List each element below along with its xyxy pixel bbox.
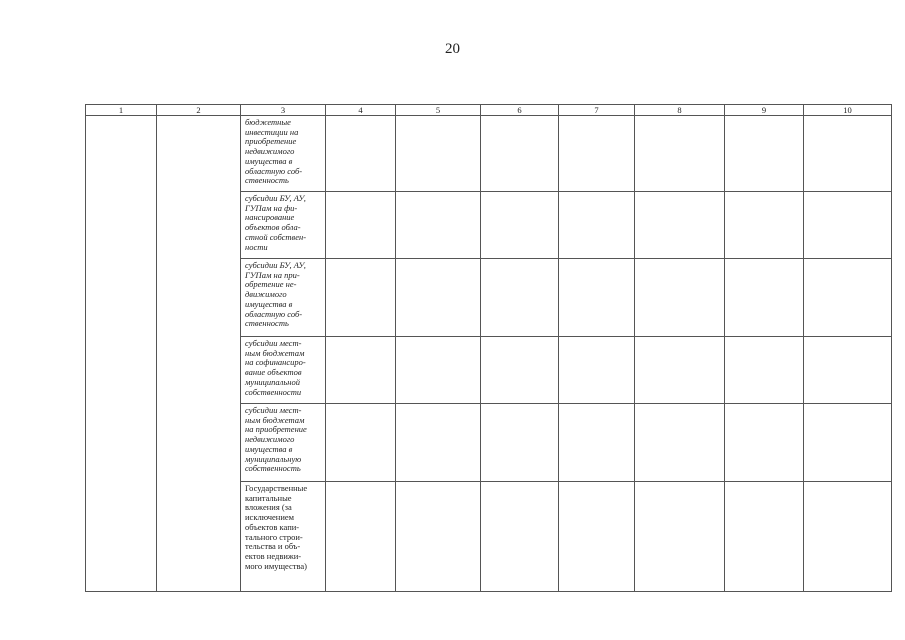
table-row — [86, 116, 892, 192]
table-cell — [559, 337, 635, 404]
row-label: субсидии мест- ным бюджетам на приобретение недвижимого имущества в муниципальную собственность — [245, 405, 307, 474]
table-cell — [635, 482, 725, 592]
table-cell — [559, 116, 635, 192]
column-header-9: 9 — [725, 105, 804, 116]
table-cell — [396, 482, 481, 592]
table-cell — [241, 337, 326, 404]
column-header-3: 3 — [241, 105, 326, 116]
table-cell — [326, 404, 396, 482]
table-cell — [241, 404, 326, 482]
column-header-8: 8 — [635, 105, 725, 116]
column-header-6: 6 — [481, 105, 559, 116]
table-cell — [481, 337, 559, 404]
table-cell — [804, 482, 892, 592]
table-cell — [559, 192, 635, 259]
table-cell — [725, 482, 804, 592]
table-cell — [241, 482, 326, 592]
table-cell — [804, 259, 892, 337]
data-table — [85, 104, 892, 592]
table-cell — [635, 259, 725, 337]
column-header-7: 7 — [559, 105, 635, 116]
table-cell — [86, 116, 157, 592]
table-cell — [396, 116, 481, 192]
column-header-4: 4 — [326, 105, 396, 116]
table-cell — [326, 259, 396, 337]
column-header-5: 5 — [396, 105, 481, 116]
table-cell — [481, 192, 559, 259]
table-cell — [804, 337, 892, 404]
table-cell — [559, 482, 635, 592]
table-cell — [635, 116, 725, 192]
row-label: Государственные капитальные вложения (за исключением объектов капи- тального строи- тельства и объ- ектов недвижи- мого имущества) — [245, 483, 308, 571]
table-cell — [481, 482, 559, 592]
table-cell — [559, 259, 635, 337]
column-header-1: 1 — [86, 105, 157, 116]
table-cell — [241, 116, 326, 192]
table-cell — [635, 337, 725, 404]
row-label: бюджетные инвестиции на приобретение недвижимого имущества в областную соб- ственность — [245, 117, 303, 186]
table-cell — [725, 192, 804, 259]
table-cell — [725, 404, 804, 482]
table-cell — [804, 116, 892, 192]
table-cell — [396, 404, 481, 482]
table-cell — [725, 337, 804, 404]
row-label: субсидии БУ, АУ, ГУПам на при- обретение не- движимого имущества в областную соб- ственность — [245, 260, 306, 329]
column-header-10: 10 — [804, 105, 892, 116]
table-cell — [804, 192, 892, 259]
table-cell — [157, 116, 241, 592]
table-cell — [396, 192, 481, 259]
header-row — [86, 105, 892, 116]
table-cell — [559, 404, 635, 482]
table-cell — [396, 259, 481, 337]
row-label: субсидии мест- ным бюджетам на софинансиро- вание объектов муниципальной собственности — [245, 338, 306, 397]
table-cell — [481, 259, 559, 337]
table-cell — [804, 404, 892, 482]
table-cell — [635, 192, 725, 259]
table-cell — [326, 116, 396, 192]
table-cell — [725, 259, 804, 337]
column-header-2: 2 — [157, 105, 241, 116]
table-cell — [326, 337, 396, 404]
table-cell — [481, 116, 559, 192]
table-cell — [635, 404, 725, 482]
page-number: 20 — [445, 41, 460, 57]
table-cell — [326, 482, 396, 592]
table-cell — [396, 337, 481, 404]
row-label: субсидии БУ, АУ, ГУПам на фи- нансирование объектов обла- стной собствен- ности — [245, 193, 307, 252]
table-cell — [725, 116, 804, 192]
table-cell — [481, 404, 559, 482]
table-cell — [241, 259, 326, 337]
table-cell — [326, 192, 396, 259]
table-cell — [241, 192, 326, 259]
